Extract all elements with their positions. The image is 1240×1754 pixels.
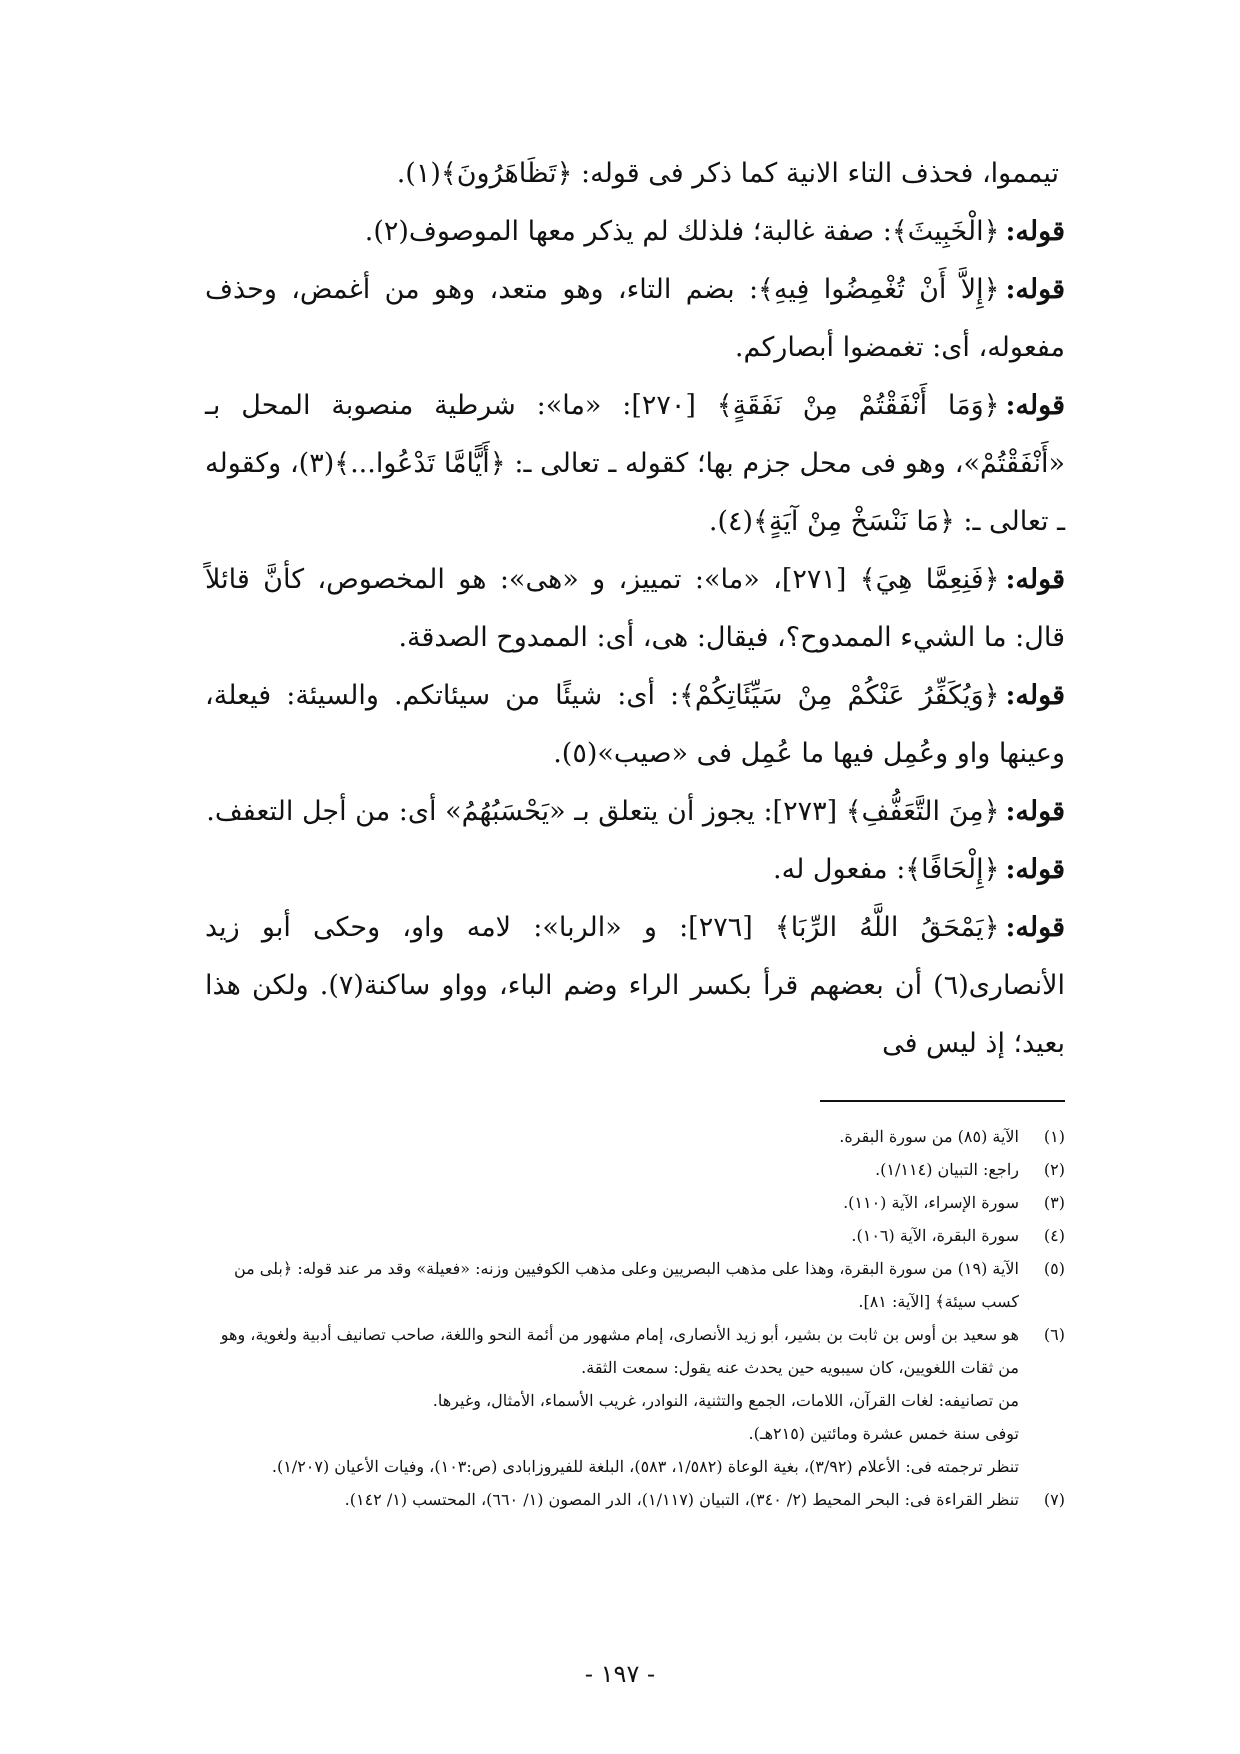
paragraph-lead: قوله: (1005, 216, 1065, 247)
footnote-2 (205, 1153, 1065, 1186)
footnote-number: (٤) (1043, 1226, 1065, 1245)
footnote-number: (٣) (1043, 1193, 1065, 1212)
footnote-separator (820, 1100, 1065, 1102)
footnote-body (205, 1483, 1019, 1516)
footnote-number: (١) (1043, 1127, 1065, 1146)
paragraph-text: ﴿مِنَ التَّعَفُّفِ﴾ [٢٧٣]: يجوز أن يتعلق بـ «يَحْسَبُهُمُ» أى: من أجل التعفف. (206, 796, 1000, 827)
footnote-3 (205, 1186, 1065, 1219)
paragraph-4 (205, 377, 1065, 551)
paragraph-3 (205, 261, 1065, 377)
paragraph-8 (205, 841, 1065, 899)
footnote-6 (205, 1318, 1065, 1483)
paragraph-5 (205, 551, 1065, 667)
paragraph-lead: قوله: (1005, 912, 1065, 943)
footnote-body (205, 1252, 1019, 1318)
paragraph-text: ﴿وَيُكَفِّرُ عَنْكُمْ مِنْ سَيِّئَاتِكُمْ﴾: أى: شيئًا من سيئاتكم. والسيئة: فيعلة، وعينها واو وعُمِل فيها ما عُمِل فى «صيب»(٥). (205, 680, 1065, 769)
paragraph-text: ﴿يَمْحَقُ اللَّهُ الرِّبَا﴾ [٢٧٦]: و «الربا»: لامه واو، وحكى أبو زيد الأنصارى(٦) أن بعضهم قرأ بكسر الراء وضم الباء، وواو ساكنة(٧). ولكن هذا بعيد؛ إذ ليس فى (205, 912, 1065, 1059)
main-text (205, 145, 1065, 1073)
footnote-line: راجع: التبيان (١/١١٤). (875, 1160, 1019, 1179)
paragraph-lead: قوله: (1005, 564, 1065, 595)
footnote-7 (205, 1483, 1065, 1516)
footnote-line: هو سعيد بن أوس بن ثابت بن بشير، أبو زيد الأنصارى، إمام مشهور من أئمة النحو واللغة، صاحب تصانيف أدبية ولغوية، وهو من ثقات اللغويين، كان سيبويه حين يحدث عنه يقول: سمعت الثقة. (220, 1325, 1019, 1377)
footnote-number: (٦) (1043, 1325, 1065, 1344)
paragraph-lead: قوله: (1005, 796, 1065, 827)
footnote-body (205, 1153, 1019, 1186)
footnote-line: الآية (٨٥) من سورة البقرة. (839, 1127, 1019, 1146)
paragraph-text: ﴿إِلاَّ أَنْ تُغْمِضُوا فِيهِ﴾: بضم التاء، وهو متعد، وهو من أغمض، وحذف مفعوله، أى: تغمضوا أبصاركم. (205, 274, 1065, 363)
footnote-number: (٢) (1043, 1160, 1065, 1179)
footnote-body (205, 1318, 1019, 1483)
paragraph-text: ﴿الْخَبِيثَ﴾: صفة غالبة؛ فلذلك لم يذكر معها الموصوف(٢). (364, 216, 1000, 247)
page-number: - ١٩٧ - (584, 1660, 656, 1688)
footnotes (205, 1120, 1065, 1516)
footnote-5 (205, 1252, 1065, 1318)
paragraph-9 (205, 899, 1065, 1073)
paragraph-text: ﴿إِلْحَافًا﴾: مفعول له. (773, 854, 1000, 885)
footnote-line: توفى سنة خمس عشرة ومائتين (٢١٥هـ). (748, 1424, 1019, 1443)
footnote-line: الآية (١٩) من سورة البقرة، وهذا على مذهب البصريين وعلى مذهب الكوفيين وزنه: «فعيلة» وقد مر عند قوله: ﴿بلى من كسب سيئة﴾ [الآية: ٨١]. (233, 1259, 1019, 1311)
footnote-line: من تصانيفه: لغات القرآن، اللامات، الجمع والتثنية، النوادر، غريب الأسماء، الأمثال، وغيرها. (432, 1391, 1019, 1410)
paragraph-7 (205, 783, 1065, 841)
paragraph-2 (205, 203, 1065, 261)
footnote-line: تنظر القراءة فى: البحر المحيط (٢/ ٣٤٠)، التبيان (١/١١٧)، الدر المصون (١/ ٦٦٠)، المحتسب (١/ ١٤٢). (344, 1490, 1019, 1509)
footnote-body (205, 1219, 1019, 1252)
footnote-body (205, 1120, 1019, 1153)
footnote-4 (205, 1219, 1065, 1252)
paragraph-text: ﴿وَمَا أَنْفَقْتُمْ مِنْ نَفَقَةٍ﴾ [٢٧٠]: «ما»: شرطية منصوبة المحل بـ «أَنْفَقْتُمْ»، وهو فى محل جزم بها؛ كقوله ـ تعالى ـ: ﴿أَيًّامَّا تَدْعُوا...﴾(٣)، وكقوله ـ تعالى ـ: ﴿مَا نَنْسَخْ مِنْ آيَةٍ﴾(٤). (205, 390, 1065, 537)
footnote-line: سورة الإسراء، الآية (١١٠). (843, 1193, 1019, 1212)
paragraph-lead: قوله: (1005, 390, 1065, 421)
paragraph-text: تيمموا، فحذف التاء الانية كما ذكر فى قوله: ﴿تَظَاهَرُونَ﴾(١). (396, 158, 1059, 189)
paragraph-6 (205, 667, 1065, 783)
paragraph-1 (205, 145, 1065, 203)
footnote-body (205, 1186, 1019, 1219)
footnote-1 (205, 1120, 1065, 1153)
paragraph-lead: قوله: (1005, 680, 1065, 711)
footnote-line: سورة البقرة، الآية (١٠٦). (851, 1226, 1019, 1245)
footnote-line: تنظر ترجمته فى: الأعلام (٣/٩٢)، بغية الوعاة (١/٥٨٢، ٥٨٣)، البلغة للفيروزابادى (ص:١٠٣)، وفيات الأعيان (١/٢٠٧). (271, 1457, 1019, 1476)
footnote-number: (٧) (1043, 1490, 1065, 1509)
paragraph-lead: قوله: (1005, 274, 1065, 305)
footnote-number: (٥) (1043, 1259, 1065, 1278)
paragraph-lead: قوله: (1005, 854, 1065, 885)
paragraph-text: ﴿فَنِعِمَّا هِيَ﴾ [٢٧١]، «ما»: تمييز، و «هى»: هو المخصوص، كأنَّ قائلاً قال: ما الشيء الممدوح؟، فيقال: هى، أى: الممدوح الصدقة. (205, 564, 1065, 653)
